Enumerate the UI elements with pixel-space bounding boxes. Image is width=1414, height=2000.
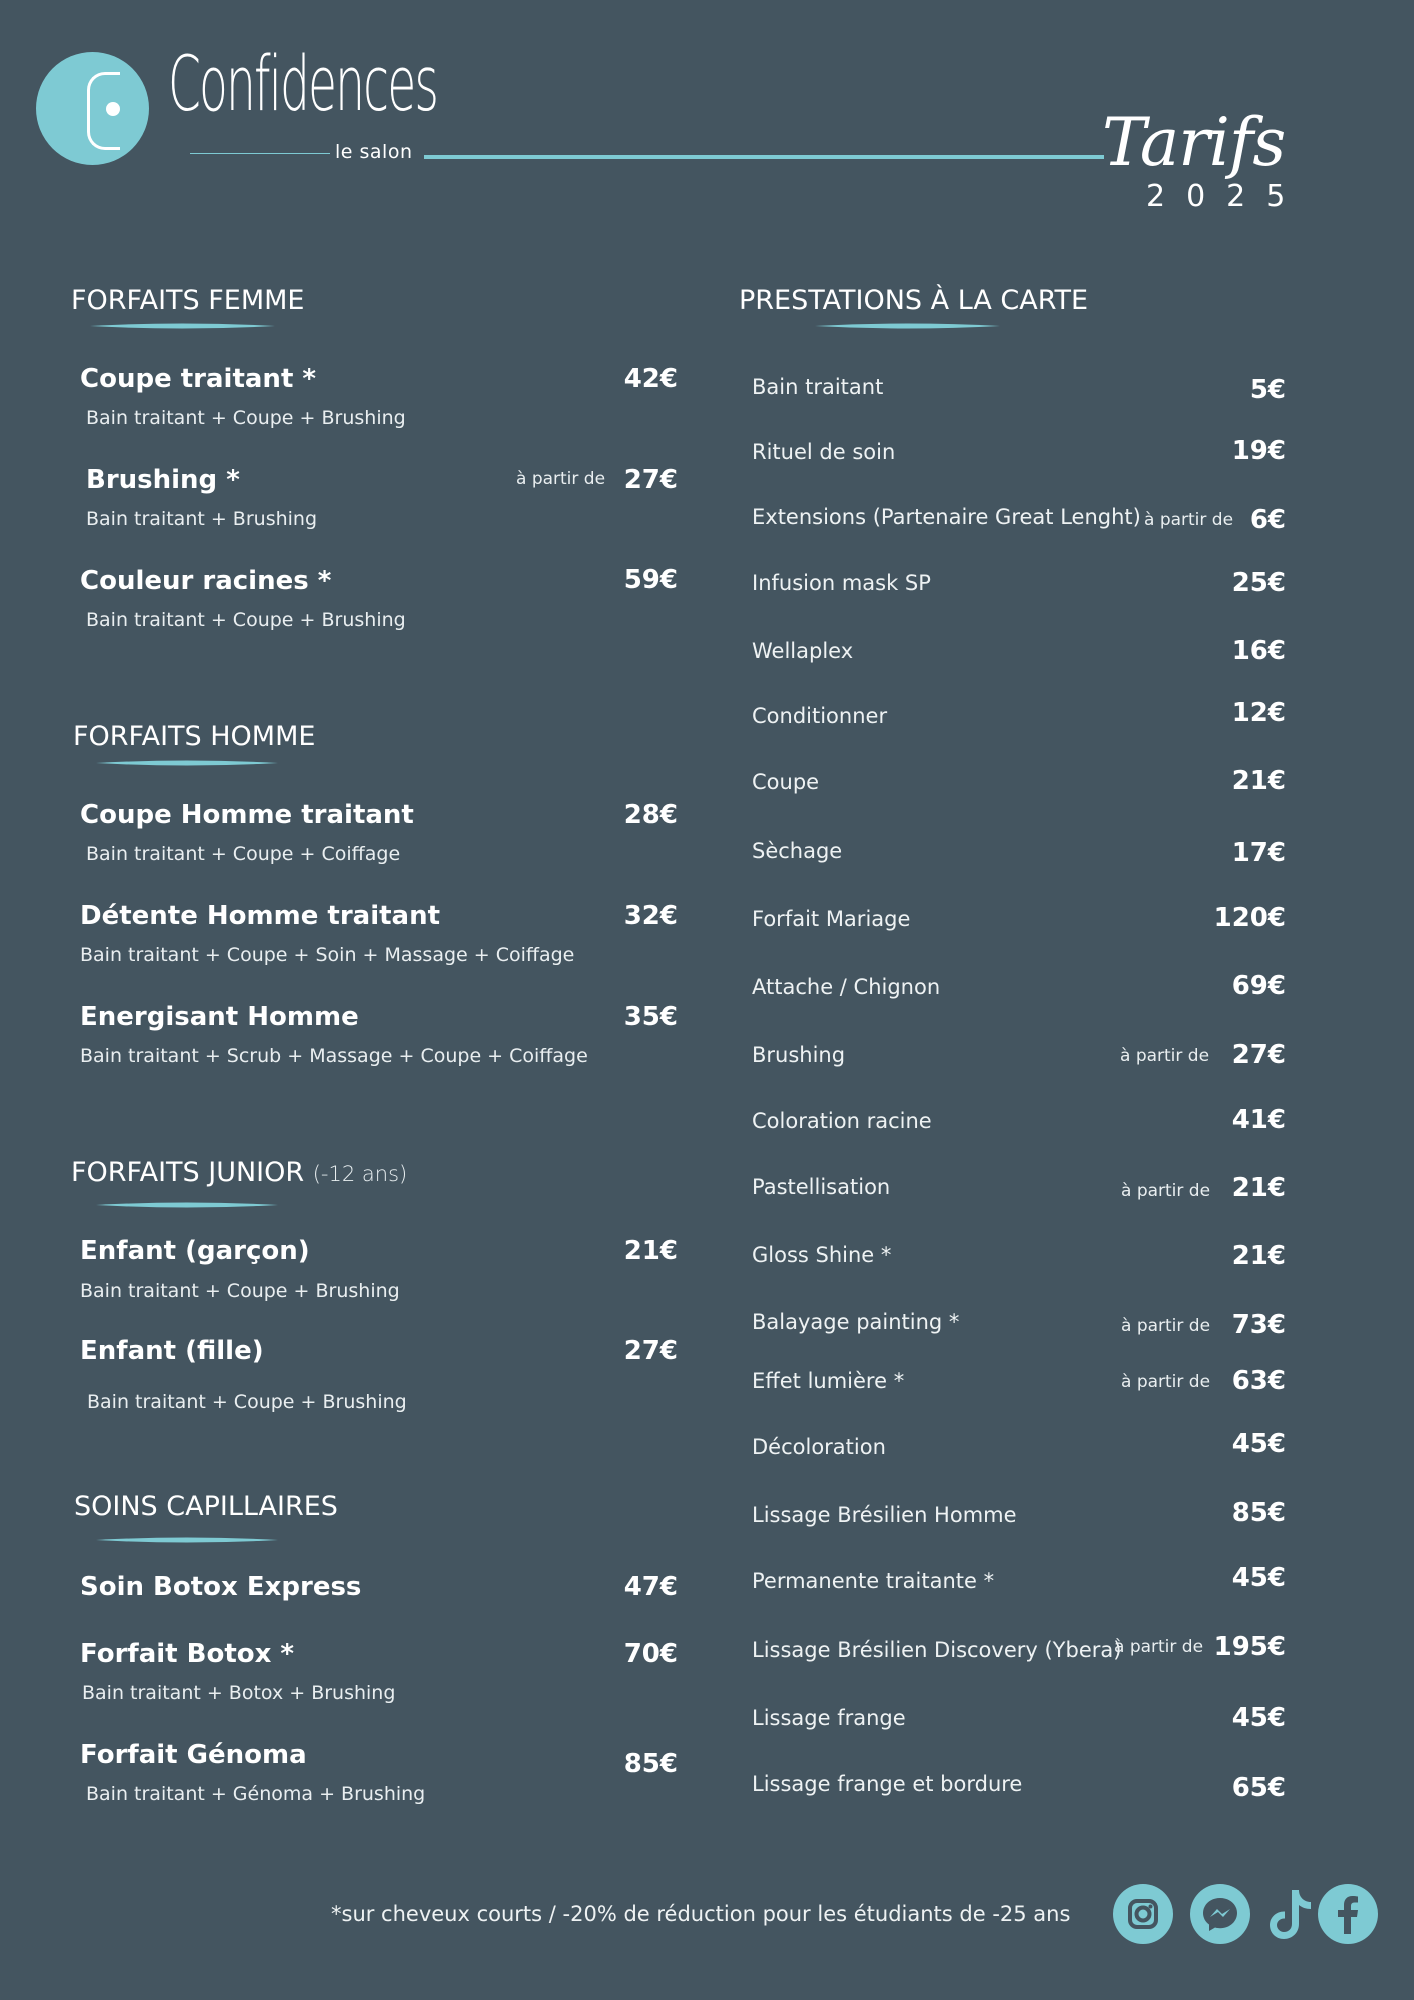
femme-item-name: Couleur racines * xyxy=(80,566,332,596)
femme-item-price: 42€ xyxy=(623,364,678,394)
junior-item-price: 27€ xyxy=(623,1336,678,1366)
carte-item-name: Décoloration xyxy=(752,1435,886,1459)
section-swash xyxy=(96,1201,278,1209)
carte-item-name: Bain traitant xyxy=(752,375,884,399)
carte-item-price: 120€ xyxy=(1213,903,1286,933)
carte-item-price: 16€ xyxy=(1231,636,1286,666)
carte-item-name: Wellaplex xyxy=(752,639,854,663)
carte-item-price: 65€ xyxy=(1231,1773,1286,1803)
from-label: à partir de xyxy=(1121,1372,1211,1392)
carte-item-price: 27€ xyxy=(1231,1040,1286,1070)
junior-item-desc: Bain traitant + Coupe + Brushing xyxy=(80,1280,400,1302)
carte-item-name: Effet lumière * xyxy=(752,1369,905,1393)
carte-item-name: Gloss Shine * xyxy=(752,1243,892,1267)
junior-item-price: 21€ xyxy=(623,1236,678,1266)
femme-item-price: 59€ xyxy=(623,565,678,595)
section-title-homme: FORFAITS HOMME xyxy=(73,721,316,752)
carte-item-name: Attache / Chignon xyxy=(752,975,941,999)
carte-item-name: Conditionner xyxy=(752,704,888,728)
carte-item-name: Rituel de soin xyxy=(752,440,896,464)
carte-item-price: 6€ xyxy=(1249,505,1286,535)
section-title-junior xyxy=(71,1159,407,1186)
carte-item-price: 45€ xyxy=(1231,1563,1286,1593)
femme-item-desc: Bain traitant + Coupe + Brushing xyxy=(86,609,406,631)
brand-underline xyxy=(190,153,330,154)
section-title-carte: PRESTATIONS À LA CARTE xyxy=(739,285,1089,316)
carte-item-price: 85€ xyxy=(1231,1498,1286,1528)
brand-subtitle: le salon xyxy=(335,141,413,163)
carte-item-price: 25€ xyxy=(1231,568,1286,598)
section-title-femme: FORFAITS FEMME xyxy=(71,285,305,316)
section-swash xyxy=(96,759,278,767)
carte-item-price: 45€ xyxy=(1231,1429,1286,1459)
carte-item-name: Coloration racine xyxy=(752,1109,932,1133)
junior-item-name: Enfant (fille) xyxy=(80,1336,264,1366)
footer-note: *sur cheveux courts / -20% de réduction pour les étudiants de -25 ans xyxy=(331,1902,1071,1926)
carte-item-name: Lissage Brésilien Homme xyxy=(752,1503,1017,1527)
section-title-junior-text: FORFAITS JUNIOR xyxy=(71,1157,305,1188)
section-title-soins: SOINS CAPILLAIRES xyxy=(74,1491,338,1522)
carte-item-name: Lissage Brésilien Discovery (Ybera) xyxy=(752,1638,1122,1662)
femme-item-price: 27€ xyxy=(623,465,678,495)
from-label: à partir de xyxy=(1120,1046,1210,1066)
section-swash xyxy=(90,322,275,330)
carte-item-price: 21€ xyxy=(1231,1173,1286,1203)
section-swash xyxy=(96,1536,278,1544)
carte-item-name: Infusion mask SP xyxy=(752,571,931,595)
from-label: à partir de xyxy=(1121,1181,1211,1201)
carte-item-name: Sèchage xyxy=(752,839,843,863)
from-label: à partir de xyxy=(1144,510,1234,530)
femme-item-name: Coupe traitant * xyxy=(80,364,317,394)
page-title: Tarifs xyxy=(1102,104,1286,181)
logo-dot xyxy=(106,102,120,116)
soins-item-price: 85€ xyxy=(623,1749,678,1779)
section-swash xyxy=(815,322,1000,330)
carte-item-name: Lissage frange xyxy=(752,1706,906,1730)
carte-item-price: 195€ xyxy=(1213,1632,1286,1662)
carte-item-name: Pastellisation xyxy=(752,1175,891,1199)
homme-item-desc: Bain traitant + Coupe + Coiffage xyxy=(86,843,401,865)
soins-item-name: Soin Botox Express xyxy=(80,1572,362,1602)
femme-item-name: Brushing * xyxy=(86,465,240,495)
carte-item-name: Forfait Mariage xyxy=(752,907,911,931)
messenger-icon[interactable] xyxy=(1190,1884,1250,1944)
section-title-junior-age: (-12 ans) xyxy=(312,1162,408,1186)
soins-item-name: Forfait Génoma xyxy=(80,1740,307,1770)
femme-item-desc: Bain traitant + Brushing xyxy=(86,508,318,530)
carte-item-name: Brushing xyxy=(752,1043,846,1067)
page-year: 2025 xyxy=(1146,179,1307,214)
homme-item-price: 28€ xyxy=(623,800,678,830)
junior-item-name: Enfant (garçon) xyxy=(80,1236,310,1266)
carte-item-name: Balayage painting * xyxy=(752,1310,960,1334)
carte-item-price: 69€ xyxy=(1231,971,1286,1001)
carte-item-price: 41€ xyxy=(1231,1105,1286,1135)
homme-item-price: 32€ xyxy=(623,901,678,931)
homme-item-name: Coupe Homme traitant xyxy=(80,800,414,830)
soins-item-desc: Bain traitant + Botox + Brushing xyxy=(82,1682,396,1704)
carte-item-price: 21€ xyxy=(1231,766,1286,796)
from-label: à partir de xyxy=(1114,1637,1204,1657)
from-label: à partir de xyxy=(516,469,606,489)
facebook-icon[interactable] xyxy=(1318,1884,1378,1944)
homme-item-name: Détente Homme traitant xyxy=(80,901,441,931)
homme-item-desc: Bain traitant + Scrub + Massage + Coupe + Coiffage xyxy=(80,1045,588,1067)
brand-name: Confidences xyxy=(168,39,438,128)
from-label: à partir de xyxy=(1121,1316,1211,1336)
carte-item-price: 21€ xyxy=(1231,1241,1286,1271)
carte-item-name: Extensions (Partenaire Great Lenght) xyxy=(752,505,1141,529)
logo-mark xyxy=(36,52,149,165)
carte-item-name: Permanente traitante * xyxy=(752,1569,995,1593)
instagram-icon[interactable] xyxy=(1113,1884,1173,1944)
soins-item-name: Forfait Botox * xyxy=(80,1639,295,1669)
junior-item-desc: Bain traitant + Coupe + Brushing xyxy=(87,1391,407,1413)
header-divider xyxy=(424,155,1104,159)
soins-item-desc: Bain traitant + Génoma + Brushing xyxy=(86,1783,426,1805)
soins-item-price: 70€ xyxy=(623,1639,678,1669)
carte-item-price: 17€ xyxy=(1231,838,1286,868)
carte-item-name: Coupe xyxy=(752,770,820,794)
carte-item-price: 73€ xyxy=(1231,1310,1286,1340)
carte-item-price: 12€ xyxy=(1231,698,1286,728)
carte-item-price: 19€ xyxy=(1231,436,1286,466)
carte-item-price: 5€ xyxy=(1249,375,1286,405)
tiktok-icon[interactable] xyxy=(1262,1884,1318,1944)
homme-item-desc: Bain traitant + Coupe + Soin + Massage + Coiffage xyxy=(80,944,575,966)
homme-item-price: 35€ xyxy=(623,1002,678,1032)
femme-item-desc: Bain traitant + Coupe + Brushing xyxy=(86,407,406,429)
homme-item-name: Energisant Homme xyxy=(80,1002,359,1032)
carte-item-price: 63€ xyxy=(1231,1366,1286,1396)
soins-item-price: 47€ xyxy=(623,1572,678,1602)
carte-item-price: 45€ xyxy=(1231,1703,1286,1733)
carte-item-name: Lissage frange et bordure xyxy=(752,1772,1023,1796)
